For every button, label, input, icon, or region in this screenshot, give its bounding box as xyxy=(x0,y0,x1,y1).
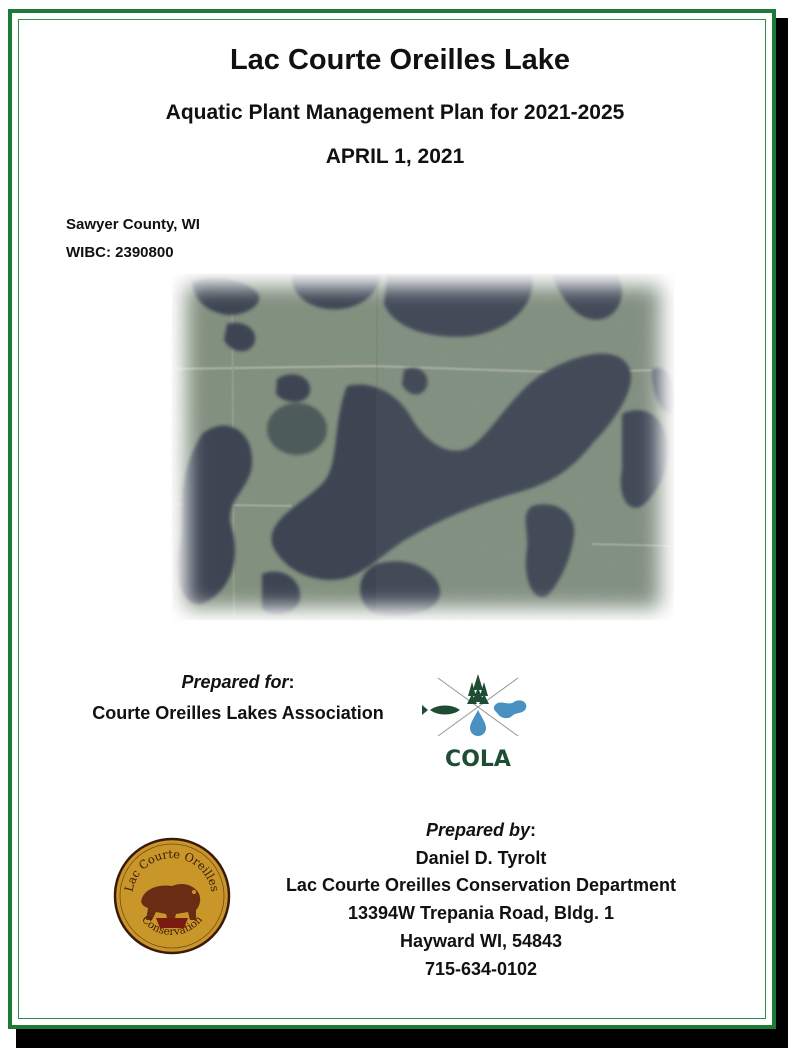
conservation-seal-logo xyxy=(112,836,232,956)
document-subtitle: Aquatic Plant Management Plan for 2021-2025 xyxy=(165,101,625,124)
prepared-by-label xyxy=(246,820,716,841)
aerial-lake-image xyxy=(172,274,674,620)
lake-shape-icon xyxy=(494,700,526,718)
tree-icon xyxy=(467,674,489,704)
prepared-by-label-colon: : xyxy=(530,820,537,840)
prepared-for-organization: Courte Oreilles Lakes Association xyxy=(92,703,384,723)
county-label: Sawyer County, WI xyxy=(66,216,200,233)
seal-top-textpath: Lac Courte Oreilles xyxy=(121,846,223,893)
document-date: APRIL 1, 2021 xyxy=(325,145,465,168)
cola-logo-text: COLA xyxy=(445,747,511,772)
fish-icon xyxy=(422,705,460,715)
preparer-name: Daniel D. Tyrolt xyxy=(415,848,547,868)
preparer-department: Lac Courte Oreilles Conservation Department xyxy=(285,875,677,895)
preparer-address-line1: 13394W Trepania Road, Bldg. 1 xyxy=(347,903,615,923)
wibc-label: WIBC: 2390800 xyxy=(66,244,174,261)
prepared-for-label-main: Prepared for xyxy=(181,672,289,692)
prepared-by-label-main: Prepared by xyxy=(425,820,531,840)
preparer-phone: 715-634-0102 xyxy=(424,959,538,979)
prepared-for-label-colon: : xyxy=(288,672,295,692)
seal-bottom-textpath: Conservation xyxy=(139,913,205,939)
prepared-for-label xyxy=(0,672,476,693)
preparer-address-line2: Hayward WI, 54843 xyxy=(399,931,563,951)
cola-logo xyxy=(420,668,536,772)
document-title: Lac Courte Oreilles Lake xyxy=(229,44,571,76)
water-drop-icon xyxy=(470,710,486,736)
